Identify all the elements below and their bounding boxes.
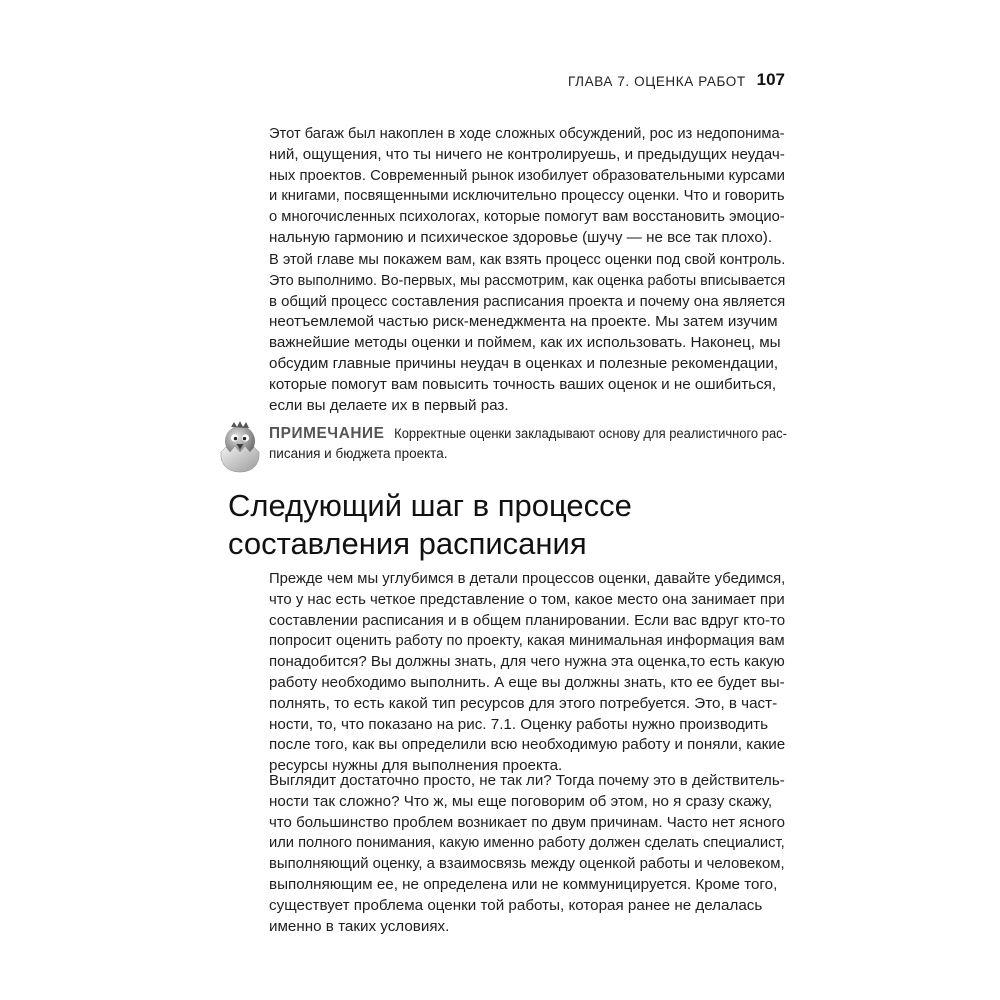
note-body-2: писания и бюджета проекта. bbox=[269, 446, 448, 461]
paragraph-4 bbox=[269, 771, 785, 937]
text-line: понадобится? Вы должны знать, для чего нужна эта оценка,то есть какую bbox=[269, 653, 785, 671]
note-line-1 bbox=[269, 424, 787, 444]
text-line: если вы делаете их в первый раз. bbox=[269, 396, 509, 414]
text-line: обсудим главные причины неудач в оценках и полезные рекомендации, bbox=[269, 354, 779, 372]
note-body-1: Корректные оценки закладывают основу для реалистичного рас- bbox=[394, 426, 787, 441]
note-text bbox=[269, 424, 787, 464]
text-line: неотъемлемой частью риск-менеджмента на проекте. Мы затем изучим bbox=[269, 313, 778, 331]
text-line: составлении расписания и в общем планировании. Если вас вдруг кто-то bbox=[269, 611, 786, 629]
text-line: выполняющим ее, не определена или не коммуницируется. Кроме того, bbox=[269, 875, 778, 893]
text-line: которые помогут вам повысить точность ваших оценок и не ошибиться, bbox=[269, 375, 777, 393]
page-header bbox=[500, 70, 785, 94]
section-title-line-1: Следующий шаг в процессе bbox=[228, 488, 632, 523]
text-line: ний, ощущения, что ты ничего не контролируешь, и предыдущих неудач- bbox=[269, 145, 785, 163]
text-line: ности, то, что показано на рис. 7.1. Оценку работы нужно производить bbox=[269, 715, 769, 733]
text-line: после того, как вы определили всю необходимую работу и поняли, какие bbox=[269, 736, 786, 754]
text-line: или полного понимания, какую именно работу должен сделать специалист, bbox=[269, 834, 785, 852]
text-line: и книгами, посвященными исключительно процессу оценки. Что и говорить bbox=[269, 187, 785, 205]
text-line: Выглядит достаточно просто, не так ли? Тогда почему это в действитель- bbox=[269, 772, 785, 789]
text-line: ности так сложно? Что ж, мы еще поговорим об этом, но я сразу скажу, bbox=[269, 792, 773, 810]
note-box bbox=[216, 420, 786, 476]
text-line: выполняющий оценку, а взаимосвязь между оценкой работы и человеком, bbox=[269, 855, 785, 873]
text-line: Этот багаж был накоплен в ходе сложных обсуждений, рос из недопонима- bbox=[269, 125, 785, 142]
page-number: 107 bbox=[756, 70, 785, 89]
text-line: Это выполнимо. Во-первых, мы рассмотрим, как оценка работы вписывается bbox=[269, 271, 786, 289]
text-line: ресурсы нужны для выполнения проекта. bbox=[269, 757, 563, 775]
text-line: нальную гармонию и психическое здоровье (шучу — не все так плохо). bbox=[269, 228, 773, 246]
section-title bbox=[228, 487, 788, 563]
text-line: именно в таких условиях. bbox=[269, 917, 450, 935]
running-head: ГЛАВА 7. ОЦЕНКА РАБОТ bbox=[568, 74, 746, 89]
text-line: что у нас есть четкое представление о том, какое место она занимает при bbox=[269, 590, 785, 608]
paragraph-3 bbox=[269, 569, 785, 777]
text-line: попросит оценить работу по проекту, какая минимальная информация вам bbox=[269, 632, 785, 650]
text-line: что большинство проблем возникает по двум причинам. Часто нет ясного bbox=[269, 813, 786, 831]
text-line: в общий процесс составления расписания проекта и почему она является bbox=[269, 292, 786, 310]
text-line: ных проектов. Современный рынок изобилует образовательными курсами bbox=[269, 166, 785, 184]
text-line: В этой главе мы покажем вам, как взять процесс оценки под свой контроль. bbox=[269, 251, 786, 268]
text-line: работу необходимо выполнить. А еще вы должны знать, кто ее будет вы- bbox=[269, 673, 785, 691]
text-line: полнять, то есть какой тип ресурсов для этого потребуется. Это, в част- bbox=[269, 694, 778, 712]
text-line: важнейшие методы оценки и поймем, как их использовать. Наконец, мы bbox=[269, 334, 781, 352]
text-line: существует проблема оценки той работы, которая ранее не делалась bbox=[269, 896, 763, 914]
paragraph-2 bbox=[269, 250, 785, 416]
text-line: о многочисленных психологах, которые помогут вам восстановить эмоцио- bbox=[269, 208, 785, 226]
chick-in-egg-icon bbox=[216, 420, 264, 474]
paragraph-1 bbox=[269, 124, 785, 249]
text-line: Прежде чем мы углубимся в детали процессов оценки, давайте убедимся, bbox=[269, 570, 786, 587]
section-title-line-2: составления расписания bbox=[228, 526, 587, 561]
note-label: ПРИМЕЧАНИЕ bbox=[269, 425, 385, 442]
